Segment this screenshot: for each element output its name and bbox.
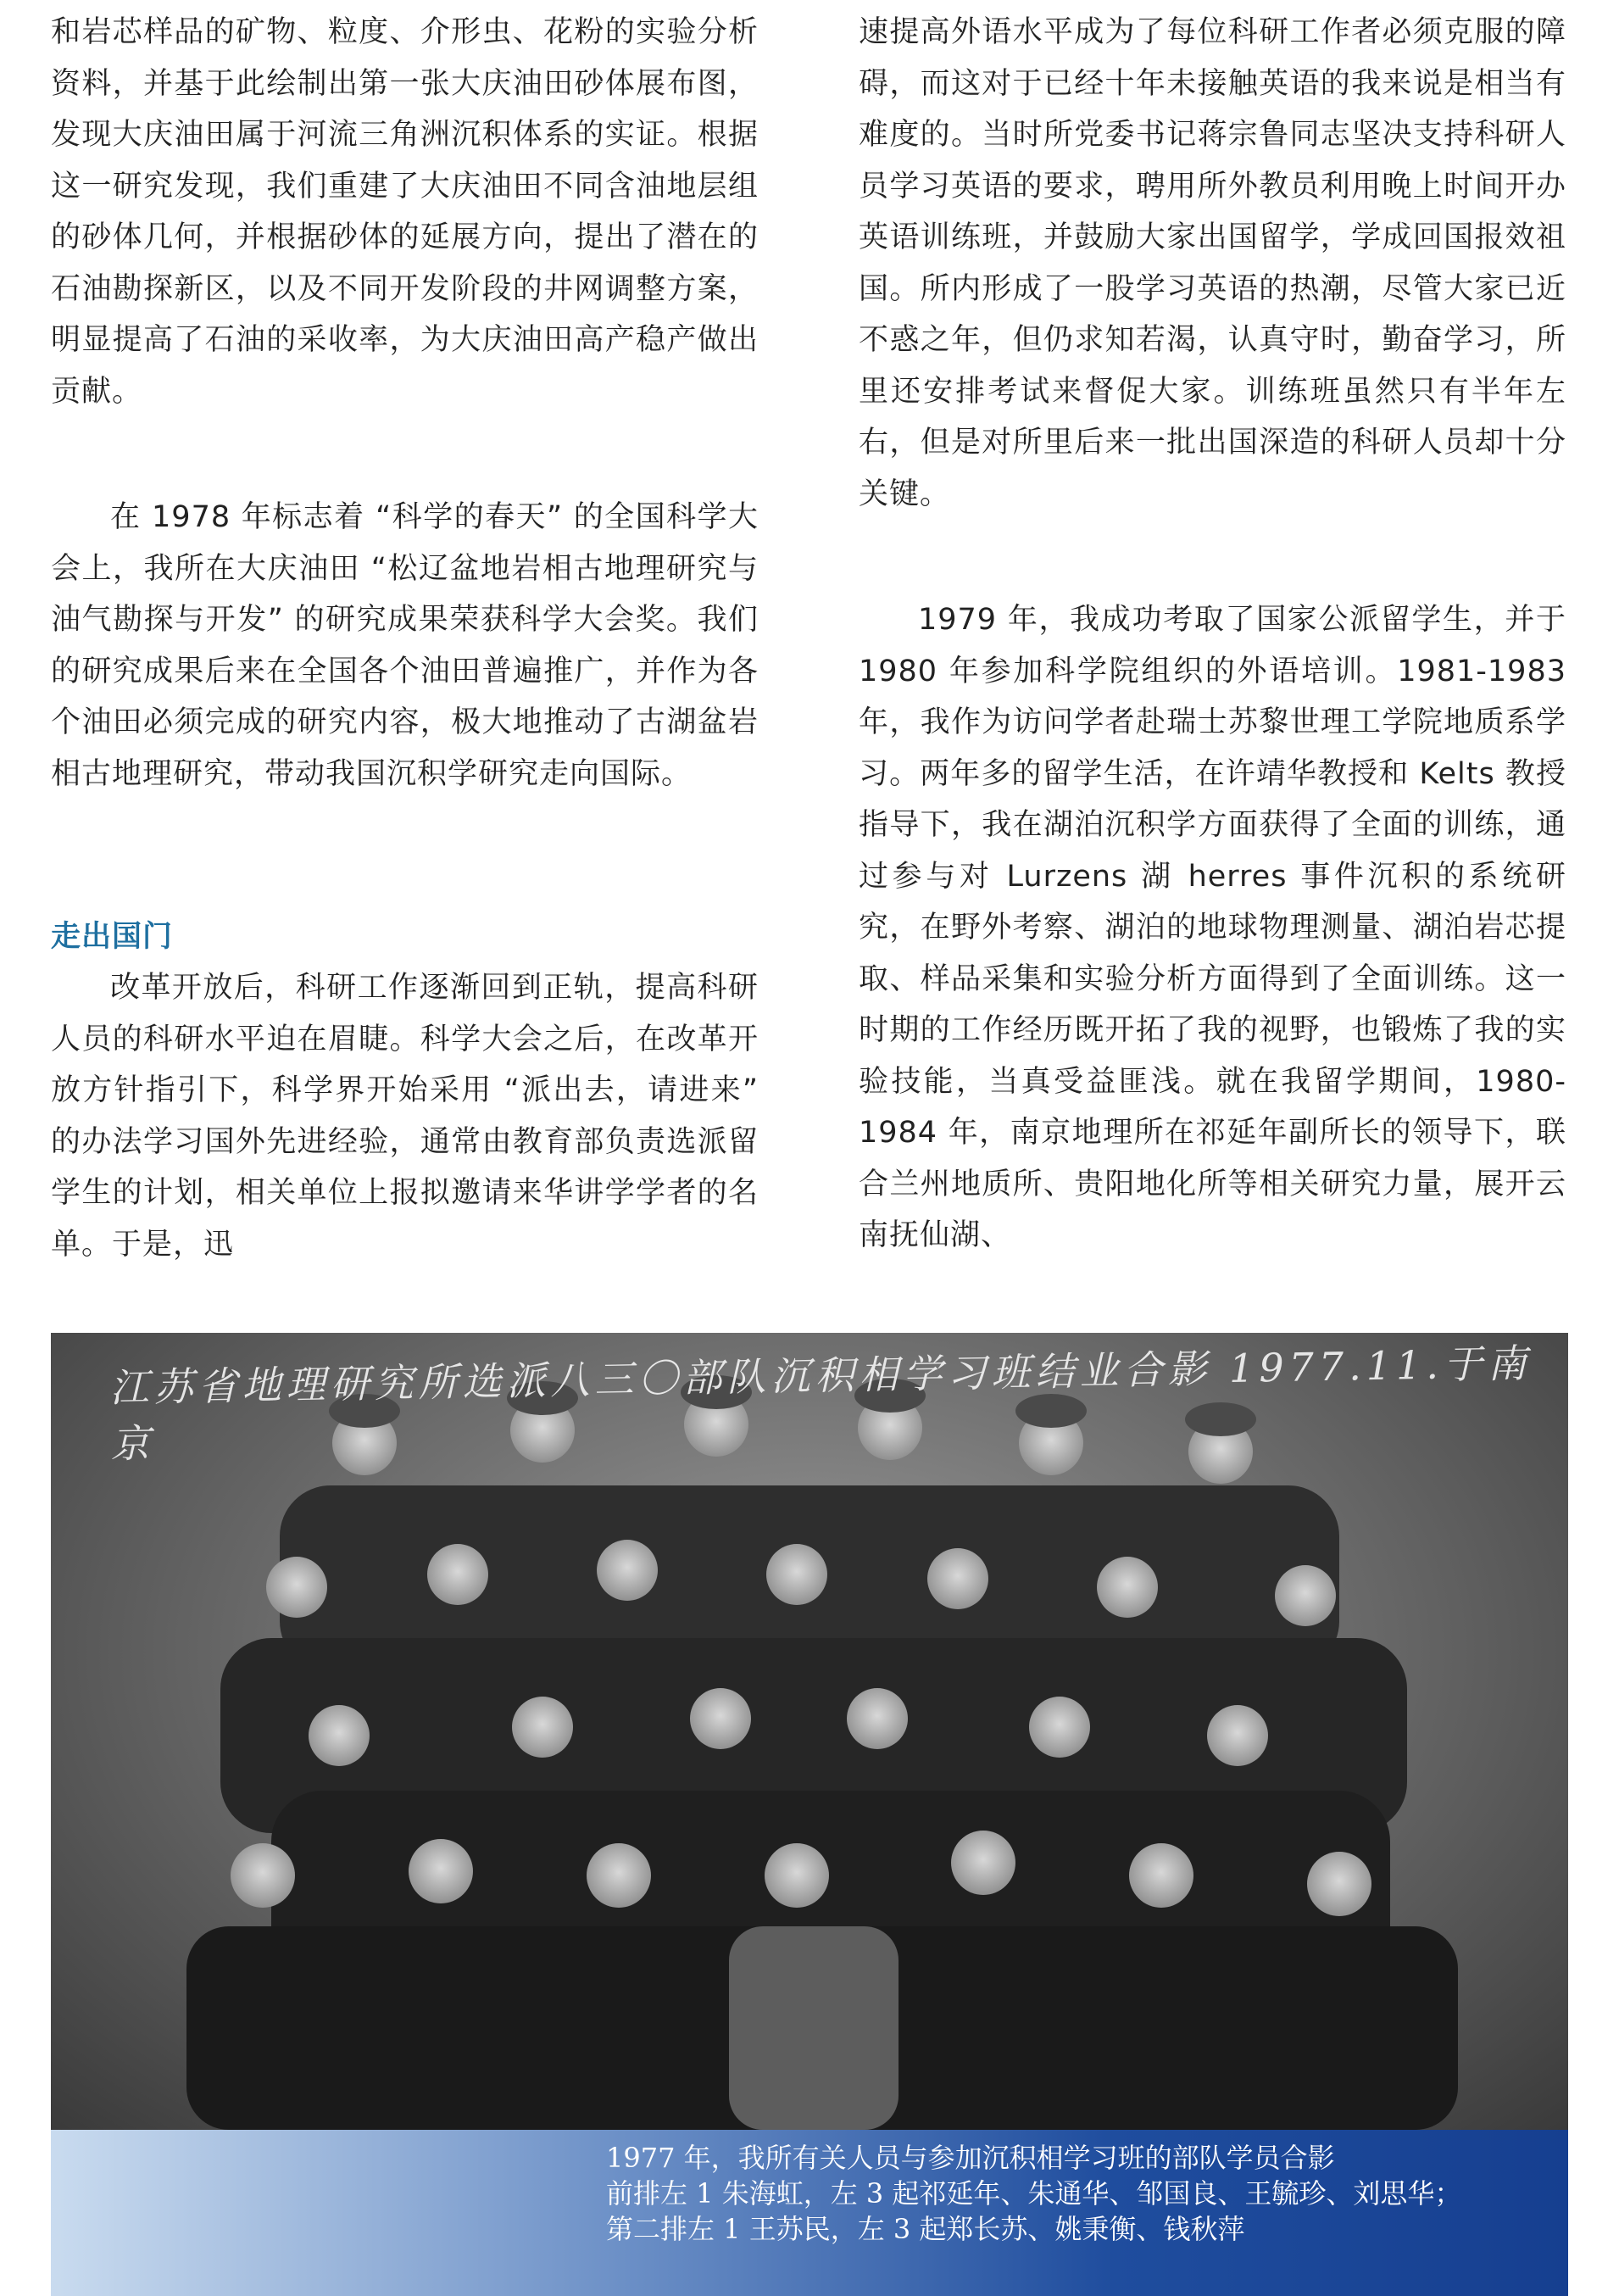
right-column <box>859 7 1566 1262</box>
photo-caption-band <box>51 2130 1568 2296</box>
paragraph-reform-opening: 改革开放后，科研工作逐渐回到正轨，提高科研人员的科研水平迫在眉睫。科学大会之后，在改革开放方针指引下，科学界开始采用 “派出去，请进来” 的办法学习国外先进经验，通常由教育部负责选派留学生的计划，相关单位上报拟邀请来华讲学学者的名单。于是，迅 <box>51 971 759 1262</box>
left-column <box>51 7 759 1270</box>
photo-inscription: 江苏省地理研究所选派八三〇部队沉积相学习班结业合影 1977.11.于南京 <box>109 1340 1533 1467</box>
caption-line-1: 1977 年，我所有关人员与参加沉积相学习班的部队学员合影 <box>606 2142 1335 2174</box>
paragraph-study-abroad: 1979 年，我成功考取了国家公派留学生，并于 1980 年参加科学院组织的外语培训。1981-1983 年，我作为访问学者赴瑞士苏黎世理工学院地质系学习。两年多的留学生活，在许靖华教授和 Kelts 教授指导下，我在湖泊沉积学方面获得了全面的训练，通过参与对 Lurzens 湖 herres 事件沉积的系统研究，在野外考察、湖泊的地球物理测量、湖泊岩芯提取、样品采集和实验分析方面得到了全面训练。这一时期的工作经历既开拓了我的视野，也锻炼了我的实验技能，当真受益匪浅。就在我留学期间，1980-1984 年，南京地理所在祁延年副所长的领导下，联合兰州地质所、贵阳地化所等相关研究力量，展开云南抚仙湖、 <box>859 603 1566 1252</box>
group-photo-figure <box>51 1333 1568 2296</box>
photo-caption <box>606 2140 1555 2247</box>
caption-line-3: 第二排左 1 王苏民，左 3 起郑长苏、姚秉衡、钱秋萍 <box>606 2213 1245 2245</box>
caption-line-2: 前排左 1 朱海虹，左 3 起祁延年、朱通华、邹国良、王毓珍、刘思华； <box>606 2177 1462 2210</box>
paragraph-english-training: 速提高外语水平成为了每位科研工作者必须克服的障碍，而这对于已经十年未接触英语的我来说是相当有难度的。当时所党委书记蒋宗鲁同志坚决支持科研人员学习英语的要求，聘用所外教员利用晚上时间开办英语训练班，并鼓励大家出国留学，学成回国报效祖国。所内形成了一股学习英语的热潮，尽管大家已近不惑之年，但仍求知若渴，认真守时，勤奋学习，所里还安排考试来督促大家。训练班虽然只有半年左右，但是对所里后来一批出国深造的科研人员却十分关键。 <box>859 15 1566 511</box>
section-heading: 走出国门 <box>51 920 174 954</box>
section-gap <box>51 800 759 911</box>
group-photo <box>51 1333 1568 2130</box>
paragraph-science-conference: 在 1978 年标志着 “科学的春天” 的全国科学大会上，我所在大庆油田 “松辽盆地岩相古地理研究与油气勘探与开发” 的研究成果荣获科学大会奖。我们的研究成果后来在全国各个油田普遍推广，并作为各个油田必须完成的研究内容，极大地推动了古湖盆岩相古地理研究，带动我国沉积学研究走向国际。 <box>51 500 759 791</box>
paragraph-gap <box>51 417 759 492</box>
paragraph-daqing-sandbody: 和岩芯样品的矿物、粒度、介形虫、花粉的实验分析资料，并基于此绘制出第一张大庆油田砂体展布图，发现大庆油田属于河流三角洲沉积体系的实证。根据这一研究发现，我们重建了大庆油田不同含油地层组的砂体几何，并根据砂体的延展方向，提出了潜在的石油勘探新区，以及不同开发阶段的井网调整方案，明显提高了石油的采收率，为大庆油田高产稳产做出贡献。 <box>51 15 759 409</box>
paragraph-gap <box>859 520 1566 594</box>
